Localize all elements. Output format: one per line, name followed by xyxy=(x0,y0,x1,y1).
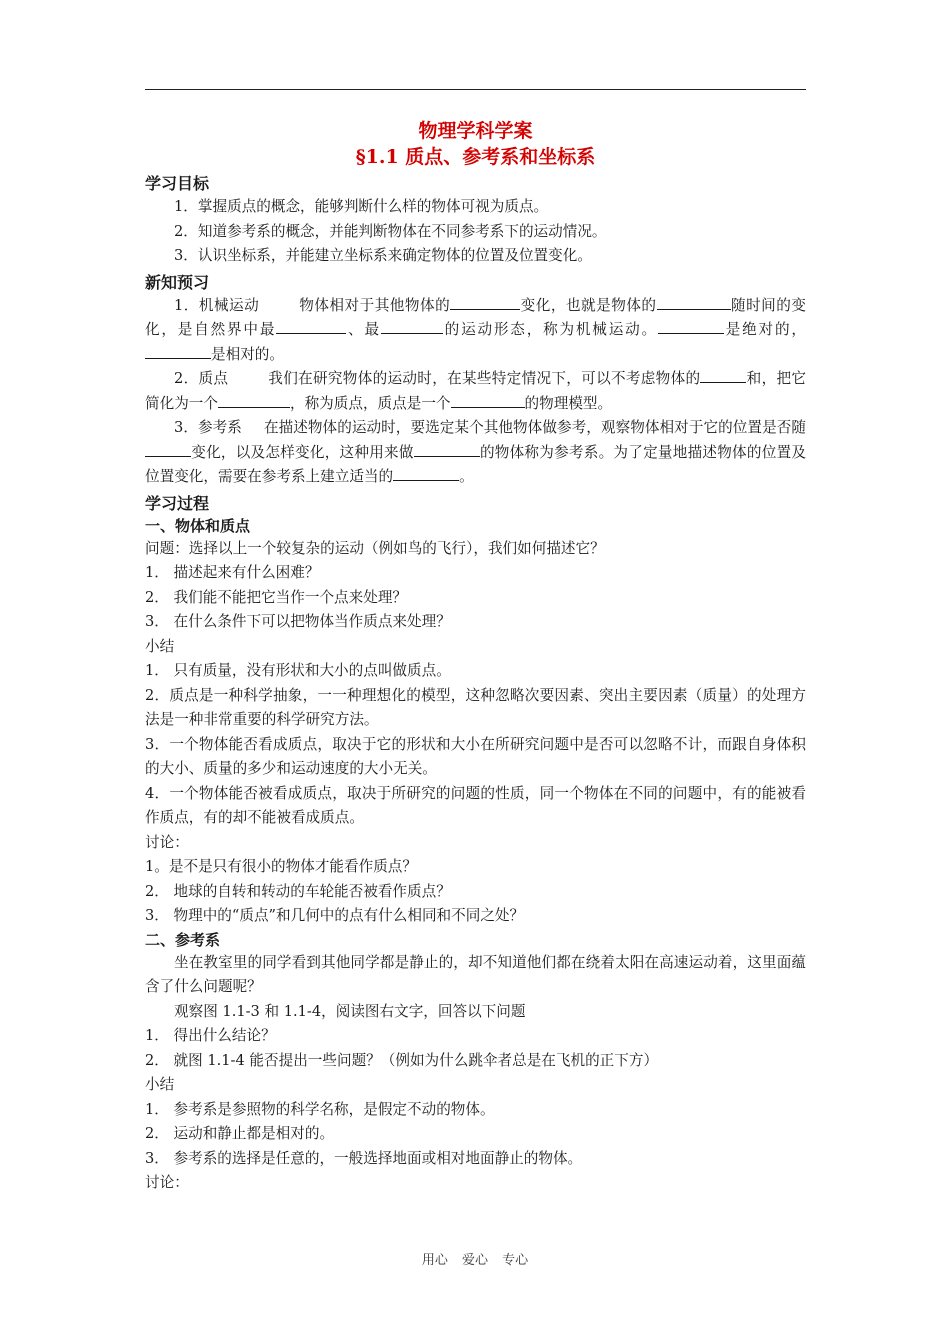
text: 的物体称为参考系。为了定量地描述物体的位置及位置变化，需要在参考系上建立适当的 xyxy=(145,443,806,485)
text: 的物理模型。 xyxy=(524,394,613,412)
document-body xyxy=(145,118,806,1196)
discussion-item: 3． 物理中的“质点”和几何中的点有什么相同和不同之处？ xyxy=(145,907,525,924)
process-heading: 学习过程 xyxy=(145,493,210,513)
fill-blank xyxy=(145,345,211,359)
text: 变化，以及怎样变化，这种用来做 xyxy=(191,443,414,461)
discussion-item: 1。是不是只有很小的物体才能看作质点？ xyxy=(145,858,417,875)
text: 随时间的变化，是自然界中最 xyxy=(145,296,806,338)
summary-item: 4．一个物体能否被看成质点，取决于所研究的问题的性质，同一个物体在不同的问题中，有的能被看作质点，有的却不能被看成质点。 xyxy=(145,784,806,826)
preview-paragraph-reference-frame xyxy=(145,416,806,490)
fill-blank xyxy=(276,320,346,334)
preview-paragraph-mechanical-motion xyxy=(145,294,806,368)
question-item: 2． 我们能不能把它当作一个点来处理？ xyxy=(145,588,408,606)
paragraph-number: 1．机械运动 xyxy=(174,296,260,314)
text: 是相对的。 xyxy=(211,345,284,363)
fill-blank xyxy=(393,467,459,481)
page-footer xyxy=(0,1249,950,1268)
objective-item: 2．知道参考系的概念，并能判断物体在不同参考系下的运动情况。 xyxy=(174,222,607,240)
footer-text: 专心 xyxy=(502,1253,529,1268)
question-item: 3． 在什么条件下可以把物体当作质点来处理？ xyxy=(145,613,451,630)
fill-blank xyxy=(700,369,746,383)
question-item: 1． 得出什么结论？ xyxy=(145,1027,276,1044)
fill-blank xyxy=(658,320,724,334)
text: 和，把它简化为一个 xyxy=(145,370,806,412)
summary-label: 小结 xyxy=(145,637,175,655)
text: 。 xyxy=(459,468,474,485)
summary-label: 小结 xyxy=(145,1076,175,1093)
summary-item: 2．质点是一种科学抽象，一一种理想化的模型，这种忽略次要因素、突出主要因素（质量）的处理方法是一种非常重要的科学研究方法。 xyxy=(145,686,806,728)
text: 我们在研究物体的运动时，在某些特定情况下，可以不考虑物体的 xyxy=(268,370,701,387)
objective-item: 1．掌握质点的概念，能够判断什么样的物体可视为质点。 xyxy=(174,198,549,215)
preview-paragraph-particle xyxy=(145,367,806,416)
intro-paragraph: 观察图 1.1-3 和 1.1-4，阅读图右文字，回答以下问题 xyxy=(174,1002,526,1020)
summary-item: 1． 参考系是参照物的科学名称，是假定不动的物体。 xyxy=(145,1100,495,1118)
document-subtitle: §1.1 质点、参考系和坐标系 xyxy=(355,146,596,168)
text: 变化，也就是物体的 xyxy=(520,296,657,314)
summary-item: 3． 参考系的选择是任意的，一般选择地面或相对地面静止的物体。 xyxy=(145,1149,583,1167)
discussion-item: 2． 地球的自转和转动的车轮能否被看作质点？ xyxy=(145,882,451,900)
summary-item: 1． 只有质量，没有形状和大小的点叫做质点。 xyxy=(145,662,451,679)
preview-heading: 新知预习 xyxy=(145,272,210,292)
fill-blank xyxy=(450,296,520,310)
fill-blank xyxy=(451,394,525,408)
text: 、最 xyxy=(346,321,381,338)
question-item: 1． 描述起来有什么困难？ xyxy=(145,564,320,581)
text: ，称为质点，质点是一个 xyxy=(289,394,451,412)
objective-item: 3．认识坐标系，并能建立坐标系来确定物体的位置及位置变化。 xyxy=(174,247,592,264)
text: 的运动形态，称为机械运动。 xyxy=(442,321,658,338)
document-title: 物理学科学案 xyxy=(418,120,533,142)
discussion-label: 讨论： xyxy=(145,833,189,851)
summary-item: 2． 运动和静止都是相对的。 xyxy=(145,1125,335,1142)
objectives-heading: 学习目标 xyxy=(145,174,210,193)
summary-item: 3．一个物体能否看成质点，取决于它的形状和大小在所研究问题中是否可以忽略不计，而跟自身体积的大小、质量的多少和运动速度的大小无关。 xyxy=(145,735,806,777)
text: 是绝对的， xyxy=(723,321,806,338)
discussion-label: 讨论： xyxy=(145,1174,189,1191)
footer-text: 爱心 xyxy=(461,1253,488,1268)
question-item: 2． 就图 1.1-4 能否提出一些问题？（例如为什么跳伞者总是在飞机的正下方） xyxy=(145,1051,659,1069)
section-heading: 一、物体和质点 xyxy=(145,516,251,535)
fill-blank xyxy=(657,296,731,310)
intro-paragraph: 坐在教室里的同学看到其他同学都是静止的，却不知道他们都在绕着太阳在高速运动着，这里面蕴含了什么问题呢？ xyxy=(145,953,806,995)
question-text: 问题：选择以上一个较复杂的运动（例如鸟的飞行），我们如何描述它？ xyxy=(145,539,605,557)
fill-blank xyxy=(145,443,191,457)
fill-blank xyxy=(218,394,290,408)
paragraph-number: 3．参考系 xyxy=(174,419,242,436)
text: 物体相对于其他物体的 xyxy=(299,296,451,314)
text: 在描述物体的运动时，要选定某个其他物体做参考，观察物体相对于它的位置是否随 xyxy=(263,419,806,436)
footer-text: 用心 xyxy=(421,1253,448,1268)
fill-blank xyxy=(414,443,480,457)
paragraph-number: 2．质点 xyxy=(174,370,229,387)
header-rule xyxy=(145,89,806,90)
fill-blank xyxy=(381,320,443,334)
section-heading: 二、参考系 xyxy=(145,930,221,949)
